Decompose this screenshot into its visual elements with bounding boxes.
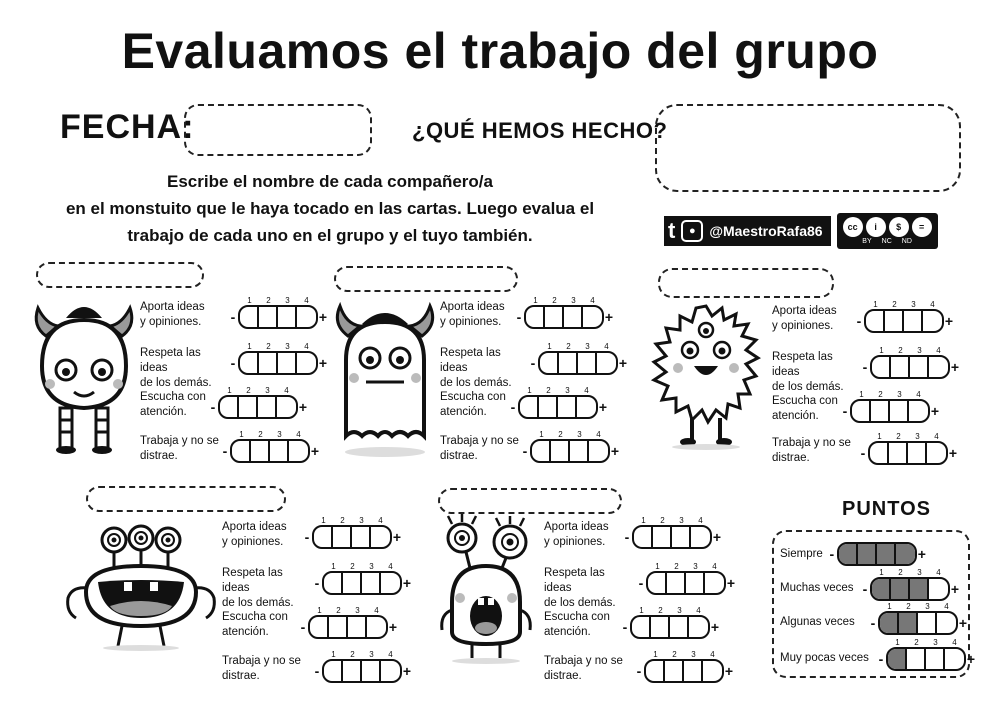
criterion-label: distrae. [440, 450, 478, 462]
rating-scale[interactable]: - + [840, 399, 940, 423]
rating-cell[interactable] [871, 401, 890, 421]
rating-scale[interactable]: - + [312, 571, 412, 595]
criterion-label: Trabaja y no se [544, 655, 623, 667]
scale-numbers: 1 2 3 4 [887, 602, 949, 611]
scale-numbers: 1 2 3 4 [331, 562, 393, 571]
rating-scale[interactable]: - + [528, 351, 628, 375]
rating-cell[interactable] [289, 441, 308, 461]
rating-cell[interactable] [259, 353, 278, 373]
rating-cell[interactable] [564, 307, 583, 327]
legend-label: Siempre [780, 548, 823, 560]
criterion-label: Trabaja y no se [222, 655, 301, 667]
criterion-label: Escucha con [544, 611, 610, 623]
rating-cell[interactable] [551, 441, 570, 461]
rating-cell[interactable] [703, 661, 722, 681]
rating-scale[interactable]: - + [520, 439, 620, 463]
rating-cell[interactable] [371, 527, 390, 547]
criterion [544, 606, 720, 640]
criterion [772, 432, 958, 466]
rating-cell[interactable] [872, 357, 891, 377]
scale-numbers: 1 2 3 4 [247, 296, 309, 305]
rating-cell[interactable] [691, 527, 710, 547]
rating-cell[interactable] [381, 573, 400, 593]
scale-numbers: 1 2 3 4 [527, 386, 589, 395]
rating-cell[interactable] [329, 617, 348, 637]
rating-scale[interactable]: - + [208, 395, 308, 419]
rating-cell[interactable] [362, 661, 381, 681]
scale-numbers: 1 2 3 4 [653, 650, 715, 659]
scale-numbers: 1 2 3 4 [331, 650, 393, 659]
rating-cell[interactable] [597, 353, 616, 373]
scale-numbers: 1 2 3 4 [533, 296, 595, 305]
criterion [140, 386, 308, 420]
license-label: ND [901, 238, 912, 245]
rating-cell[interactable] [559, 353, 578, 373]
rating-cell[interactable] [314, 527, 333, 547]
rating-scale[interactable]: - + [508, 395, 608, 419]
scale-numbers: 1 2 3 4 [547, 342, 609, 351]
rating-cell[interactable] [589, 441, 608, 461]
rating-cell[interactable] [277, 397, 296, 417]
criterion-label: Aporta ideas [544, 521, 609, 533]
criterion-label: Respeta las ideas [544, 567, 605, 594]
criterion-label: Aporta ideas [222, 521, 287, 533]
rating-scale[interactable]: - + [860, 355, 960, 379]
rating-cell[interactable] [927, 443, 946, 463]
legend-label: Muchas veces [780, 582, 854, 594]
criterion-label: y opiniones. [440, 316, 502, 328]
criterion [222, 650, 412, 684]
rating-cell[interactable] [909, 401, 928, 421]
rating-scale[interactable]: - + [854, 309, 954, 333]
rating-cell[interactable] [646, 661, 665, 681]
rating-cell[interactable] [324, 661, 343, 681]
scale-numbers: 1 2 3 4 [239, 430, 301, 439]
by-person-icon: i [866, 217, 886, 237]
criterion-label: y opiniones. [222, 536, 284, 548]
criterion [140, 342, 328, 391]
rating-cell[interactable] [367, 617, 386, 637]
rating-cell[interactable] [348, 617, 367, 637]
instruction-line: trabajo de cada uno en el grupo y el tuyo también. [127, 226, 533, 245]
scale-numbers: 1 2 3 4 [317, 606, 379, 615]
legend-scale: - + [876, 647, 976, 671]
criterion-label: Respeta las ideas [440, 347, 501, 374]
rating-scale[interactable]: - + [228, 305, 328, 329]
name-field[interactable] [438, 488, 622, 514]
rating-cell[interactable] [885, 311, 904, 331]
rating-cell[interactable] [297, 307, 316, 327]
fecha-label: FECHA: [60, 108, 195, 146]
criterion-label: Respeta las ideas [222, 567, 283, 594]
criterion-label: Escucha con [440, 391, 506, 403]
scale-numbers: 1 2 3 4 [227, 386, 289, 395]
rating-cell[interactable] [870, 443, 889, 463]
criterion-label: Trabaja y no se [440, 435, 519, 447]
name-field[interactable] [658, 268, 834, 298]
rating-cell[interactable] [532, 441, 551, 461]
criterion-label: distrae. [544, 670, 582, 682]
twitter-icon: t [668, 218, 676, 243]
rating-cell[interactable] [689, 617, 708, 637]
scale-numbers: 1 2 3 4 [859, 390, 921, 399]
criterion-label: y opiniones. [544, 536, 606, 548]
rating-cell[interactable] [890, 401, 909, 421]
rating-scale[interactable]: - + [634, 659, 734, 683]
author-handle: @MaestroRafa86 [709, 223, 823, 239]
que-hemos-hecho-label: ¿QUÉ HEMOS HECHO? [412, 118, 668, 143]
instructions [20, 168, 640, 249]
criterion [222, 606, 398, 640]
criterion-label: atención. [440, 406, 487, 418]
criterion [440, 296, 614, 330]
rating-cell[interactable] [672, 527, 691, 547]
criterion-label: de los demás. [544, 597, 616, 609]
rating-cell[interactable] [310, 617, 329, 637]
rating-cell[interactable] [239, 397, 258, 417]
rating-cell[interactable] [381, 661, 400, 681]
criterion [544, 516, 722, 550]
rating-cell[interactable] [705, 573, 724, 593]
rating-cell[interactable] [852, 401, 871, 421]
rating-cell[interactable] [583, 307, 602, 327]
rating-cell[interactable] [667, 573, 686, 593]
criterion-label: Aporta ideas [772, 305, 837, 317]
rating-cell[interactable] [686, 573, 705, 593]
rating-cell[interactable] [648, 573, 667, 593]
cc-icon: cc [843, 217, 863, 237]
legend-scale: - + [868, 611, 968, 635]
legend-row [780, 542, 927, 566]
rating-scale[interactable]: - + [302, 525, 402, 549]
rating-cell[interactable] [545, 307, 564, 327]
three-eyed-crab-monster-icon [62, 522, 220, 652]
rating-cell[interactable] [889, 443, 908, 463]
rating-cell[interactable] [866, 311, 885, 331]
rating-scale[interactable]: - + [858, 441, 958, 465]
rating-cell[interactable] [904, 311, 923, 331]
que-hemos-hecho-field[interactable] [655, 104, 961, 192]
rating-cell[interactable] [908, 443, 927, 463]
rating-scale[interactable]: - + [622, 525, 722, 549]
rating-cell[interactable] [343, 661, 362, 681]
scale-numbers: 1 2 3 4 [539, 430, 601, 439]
legend-label: Algunas veces [780, 616, 855, 628]
name-field[interactable] [334, 266, 518, 292]
rating-scale[interactable]: - + [312, 659, 412, 683]
creative-commons-badge [837, 213, 938, 249]
rating-cell[interactable] [270, 441, 289, 461]
criterion-label: y opiniones. [140, 316, 202, 328]
antenna-eyes-monster-icon [432, 514, 540, 664]
scale-numbers: 1 2 3 4 [895, 638, 957, 647]
criterion-label: de los demás. [222, 597, 294, 609]
rating-cell[interactable] [278, 353, 297, 373]
criterion [222, 562, 412, 611]
rating-cell[interactable] [923, 311, 942, 331]
rating-cell[interactable] [891, 357, 910, 377]
rating-cell[interactable] [520, 397, 539, 417]
legend-scale: - + [860, 577, 960, 601]
rating-cell[interactable] [324, 573, 343, 593]
rating-cell[interactable] [333, 527, 352, 547]
scale-numbers: 1 2 3 4 [879, 346, 941, 355]
rating-cell[interactable] [665, 661, 684, 681]
scale-numbers: 1 2 3 4 [879, 568, 941, 577]
criterion [140, 296, 328, 330]
rating-cell[interactable] [539, 397, 558, 417]
criterion [140, 430, 320, 464]
criterion [772, 300, 954, 334]
rating-cell[interactable] [578, 353, 597, 373]
legend-label: Muy pocas veces [780, 652, 869, 664]
name-field[interactable] [36, 262, 204, 288]
rating-scale[interactable]: - + [220, 439, 320, 463]
criterion-label: de los demás. [772, 381, 844, 393]
rating-cell[interactable] [632, 617, 651, 637]
rating-cell[interactable] [653, 527, 672, 547]
fecha-field[interactable] [184, 104, 372, 156]
license-label: NC [881, 238, 892, 245]
criterion [772, 390, 940, 424]
horned-blob-monster-icon [28, 296, 140, 456]
criterion-label: atención. [544, 626, 591, 638]
criterion-label: Trabaja y no se [772, 437, 851, 449]
rating-cell[interactable] [540, 353, 559, 373]
rating-scale[interactable]: - + [514, 305, 614, 329]
rating-cell[interactable] [259, 307, 278, 327]
rating-cell[interactable] [910, 357, 929, 377]
page-title: Evaluamos el trabajo del grupo [121, 23, 879, 79]
criterion-label: Escucha con [140, 391, 206, 403]
nc-dollar-icon: $ [889, 217, 909, 237]
criterion [222, 516, 402, 550]
rating-cell[interactable] [258, 397, 277, 417]
criterion [440, 430, 620, 464]
furry-cyclops-monster-icon [646, 300, 766, 450]
scale-numbers: 1 2 3 4 [877, 432, 939, 441]
criterion-label: distrae. [140, 450, 178, 462]
rating-cell[interactable] [526, 307, 545, 327]
criterion-label: Escucha con [222, 611, 288, 623]
scale-numbers: 1 2 3 4 [655, 562, 717, 571]
criterion-label: atención. [140, 406, 187, 418]
rating-cell[interactable] [278, 307, 297, 327]
instruction-line: en el monstuito que le haya tocado en las cartas. Luego evalua el [65, 199, 595, 218]
social-badge [664, 216, 831, 246]
rating-cell[interactable] [634, 527, 653, 547]
rating-cell[interactable] [343, 573, 362, 593]
rating-scale[interactable]: - + [636, 571, 736, 595]
instagram-icon: ● [681, 220, 703, 242]
ghost-monster-icon [332, 300, 438, 460]
scale-numbers: 1 2 3 4 [247, 342, 309, 351]
criterion-label: Respeta las ideas [772, 351, 833, 378]
rating-cell[interactable] [297, 353, 316, 373]
criterion [544, 562, 736, 611]
legend-scale: - + [827, 542, 927, 566]
criterion-label: Aporta ideas [140, 301, 205, 313]
scale-numbers: 1 2 3 4 [873, 300, 935, 309]
nd-equals-icon: = [912, 217, 932, 237]
rating-cell[interactable] [929, 357, 948, 377]
criterion-label: Trabaja y no se [140, 435, 219, 447]
scale-numbers: 1 2 3 4 [641, 516, 703, 525]
author-credit [664, 214, 938, 248]
license-label: BY [862, 238, 872, 245]
criterion-label: atención. [772, 410, 819, 422]
criterion-label: de los demás. [140, 377, 212, 389]
rating-cell[interactable] [220, 397, 239, 417]
criterion-label: de los demás. [440, 377, 512, 389]
criterion-label: distrae. [222, 670, 260, 682]
instruction-line: Escribe el nombre de cada compañero/a [167, 172, 493, 191]
name-field[interactable] [86, 486, 286, 512]
rating-cell[interactable] [352, 527, 371, 547]
rating-cell[interactable] [570, 441, 589, 461]
puntos-title: PUNTOS [842, 498, 931, 520]
rating-cell[interactable] [670, 617, 689, 637]
criterion-label: atención. [222, 626, 269, 638]
rating-cell[interactable] [577, 397, 596, 417]
scale-numbers: 1 2 3 4 [639, 606, 701, 615]
criterion-label: Respeta las ideas [140, 347, 201, 374]
rating-scale[interactable]: - + [620, 615, 720, 639]
criterion [544, 650, 734, 684]
rating-cell[interactable] [232, 441, 251, 461]
rating-cell[interactable] [362, 573, 381, 593]
rating-cell[interactable] [651, 617, 670, 637]
puntos-legend [772, 530, 976, 678]
criterion [440, 342, 628, 391]
rating-cell[interactable] [251, 441, 270, 461]
rating-cell[interactable] [240, 307, 259, 327]
scale-numbers: 1 2 3 4 [321, 516, 383, 525]
rating-cell[interactable] [684, 661, 703, 681]
rating-cell[interactable] [558, 397, 577, 417]
criterion [440, 386, 608, 420]
criterion-label: Aporta ideas [440, 301, 505, 313]
criterion [772, 346, 960, 395]
criterion-label: Escucha con [772, 395, 838, 407]
rating-scale[interactable]: - + [228, 351, 328, 375]
criterion-label: y opiniones. [772, 320, 834, 332]
rating-scale[interactable]: - + [298, 615, 398, 639]
criterion-label: distrae. [772, 452, 810, 464]
rating-cell[interactable] [240, 353, 259, 373]
